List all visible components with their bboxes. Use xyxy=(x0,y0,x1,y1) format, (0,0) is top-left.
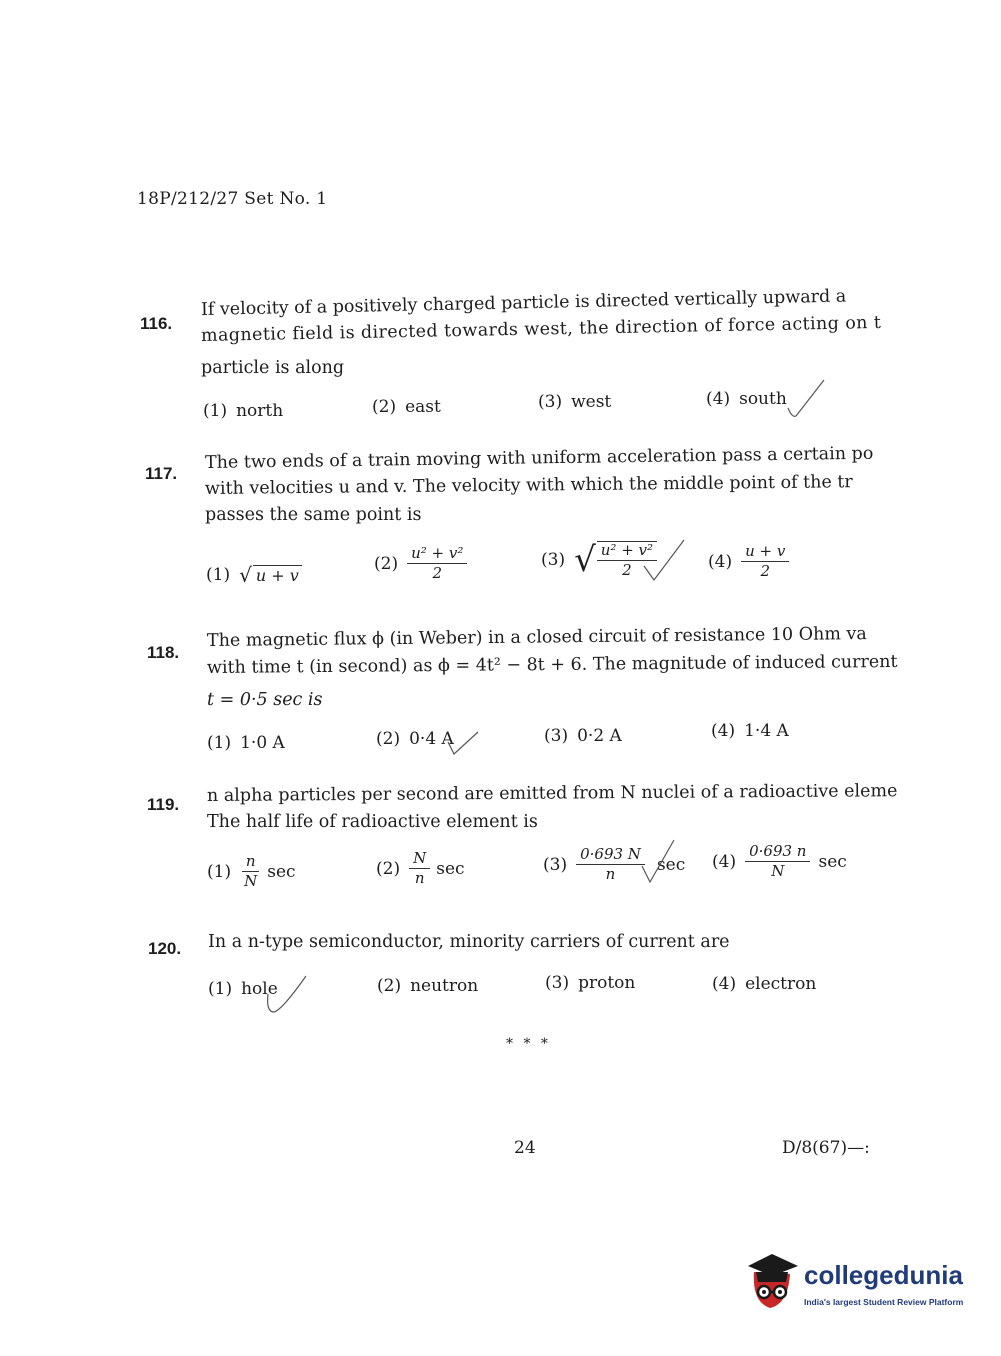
mascot-icon xyxy=(742,1252,802,1312)
option-1: (1) √ u + v xyxy=(206,563,302,587)
answer-check-mark xyxy=(262,972,312,1018)
question-number: 119. xyxy=(147,795,180,814)
option-3: (3) proton xyxy=(545,973,636,993)
option-3: (3) 0·2 A xyxy=(544,726,622,746)
page-number: 24 xyxy=(514,1138,536,1158)
answer-check-mark xyxy=(444,728,484,758)
question-text-line: particle is along xyxy=(201,358,345,378)
option-2: (2) $\frac{N}{n}$ sec xyxy=(376,849,465,888)
answer-check-mark xyxy=(640,536,690,586)
option-4: (4) south xyxy=(706,389,787,409)
question-number: 117. xyxy=(145,464,178,483)
end-marker: * * * xyxy=(506,1036,551,1052)
answer-check-mark xyxy=(780,376,830,426)
option-4: (4) $\frac{0\cdot 693 n}{N}$ sec xyxy=(712,842,847,881)
option-3: (3) √ $\frac{\text{u² + v²}}{2}$ xyxy=(541,540,657,580)
option-1: (1) north xyxy=(203,401,284,421)
question-text-line: magnetic field is directed towards west, the direction of force acting on t xyxy=(200,312,882,346)
question-text-line: passes the same point is xyxy=(205,505,422,525)
option-4: (4) $\frac{u + v}{2}$ xyxy=(708,543,789,581)
question-text-line: In a n-type semiconductor, minority carriers of current are xyxy=(208,932,730,952)
option-1: (1) $\frac{n}{N}$ sec xyxy=(207,852,296,891)
question-text-line: The magnetic flux ϕ (in Weber) in a closed circuit of resistance 10 Ohm va xyxy=(206,624,867,651)
answer-check-mark xyxy=(638,836,678,886)
question-text-line: n alpha particles per second are emitted from N nuclei of a radioactive eleme xyxy=(206,781,898,806)
question-number: 120. xyxy=(148,939,182,958)
option-4: (4) electron xyxy=(712,974,817,994)
question-text-line: The half life of radioactive element is xyxy=(207,812,538,832)
option-2: (2) east xyxy=(372,397,441,417)
question-number: 116. xyxy=(140,314,173,333)
question-text-line: with velocities u and v. The velocity with which the middle point of the tr xyxy=(204,472,853,499)
option-4: (4) 1·4 A xyxy=(711,721,789,741)
option-1: (1) hole xyxy=(208,979,278,999)
question-text-line: t = 0·5 sec is xyxy=(207,690,323,710)
question-text-line: The two ends of a train moving with uniform acceleration pass a certain po xyxy=(204,443,874,473)
collegedunia-logo xyxy=(742,1252,972,1322)
option-1: (1) 1·0 A xyxy=(207,733,285,753)
option-2: (2) neutron xyxy=(377,976,479,996)
option-3: (3) west xyxy=(538,392,612,412)
question-text-line: with time t (in second) as ϕ = 4t² − 8t + 6. The magnitude of induced current xyxy=(206,651,898,678)
option-2: (2) 0·4 A xyxy=(376,729,454,749)
paper-code: D/8(67)—: xyxy=(782,1138,870,1158)
logo-wordmark: collegedunia xyxy=(804,1260,963,1290)
question-number: 118. xyxy=(147,643,180,662)
option-3: (3) $\frac{0\cdot 693 N}{n}$ sec xyxy=(543,845,686,884)
option-2: (2) $\frac{\text{u² + v²}}{2}$ xyxy=(374,545,467,583)
question-text-line: If velocity of a positively charged particle is directed vertically upward a xyxy=(200,286,847,320)
logo-tagline: India's largest Student Review Platform xyxy=(804,1297,964,1307)
set-number: 18P/212/27 Set No. 1 xyxy=(137,189,328,209)
